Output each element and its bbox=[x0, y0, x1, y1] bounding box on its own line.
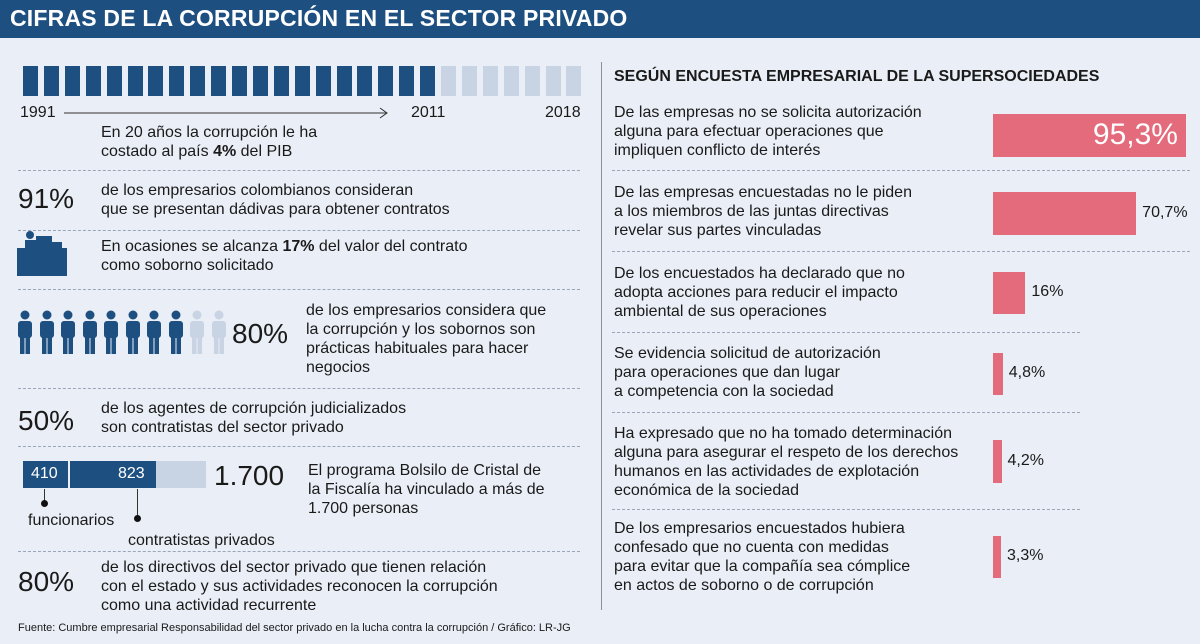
person-icon bbox=[81, 310, 99, 354]
bar bbox=[993, 353, 1003, 395]
person-icon bbox=[16, 310, 34, 354]
stat-80a-value: 80% bbox=[232, 318, 289, 349]
timeline-block bbox=[295, 66, 310, 96]
timeline-block bbox=[504, 66, 519, 96]
timeline-block bbox=[148, 66, 163, 96]
divider bbox=[612, 251, 1190, 252]
bolsillo-total: 1.700 bbox=[214, 460, 285, 491]
bar-value-label: 95,3% bbox=[1092, 118, 1178, 151]
timeline-block bbox=[316, 66, 331, 96]
bar-category-label: Se evidencia solicitud de autorización para operaciones que dan lugar a competencia con la sociedad bbox=[614, 345, 881, 400]
header-bar bbox=[0, 0, 1200, 38]
timeline-block bbox=[546, 66, 561, 96]
timeline-block bbox=[190, 66, 205, 96]
timeline-block bbox=[483, 66, 498, 96]
divider bbox=[18, 551, 580, 552]
page-title: CIFRAS DE LA CORRUPCIÓN EN EL SECTOR PRIVADO bbox=[10, 5, 628, 31]
timeline-block bbox=[566, 66, 581, 96]
chart-title: SEGÚN ENCUESTA EMPRESARIAL DE LA SUPERSOCIEDADES bbox=[614, 68, 1100, 85]
timeline-block bbox=[44, 66, 59, 96]
person-icon bbox=[210, 310, 228, 354]
person-icon bbox=[145, 310, 163, 354]
bolsillo-text: El programa Bolsilo de Cristal de la Fiscalía ha vinculado a más de 1.700 personas bbox=[308, 462, 545, 517]
divider bbox=[612, 332, 1080, 333]
bar bbox=[993, 192, 1136, 235]
bar-category-label: De los empresarios encuestados hubiera confesado que no cuenta con medidas para evitar que la compañía sea cómplice en actos de soborno o de corrupción bbox=[614, 520, 911, 594]
timeline-block bbox=[65, 66, 80, 96]
timeline-block bbox=[86, 66, 101, 96]
divider bbox=[612, 412, 1080, 413]
person-icon bbox=[102, 310, 120, 354]
bar-value-label: 70,7% bbox=[1142, 203, 1188, 221]
timeline-block bbox=[169, 66, 184, 96]
timeline-text: En 20 años la corrupción le ha costado al país 4% del PIB bbox=[101, 124, 318, 160]
timeline-block bbox=[462, 66, 477, 96]
bar bbox=[993, 440, 1002, 483]
person-icon bbox=[124, 310, 142, 354]
timeline-arrow bbox=[64, 106, 394, 120]
timeline-block bbox=[357, 66, 372, 96]
bolsillo-v2: 823 bbox=[118, 465, 145, 482]
timeline-block bbox=[211, 66, 226, 96]
column-divider bbox=[601, 62, 602, 610]
stat-91-text: de los empresarios colombianos consideran que se presentan dádivas para obtener contratos bbox=[101, 182, 450, 218]
bar bbox=[993, 536, 1001, 578]
divider bbox=[18, 170, 580, 171]
stat-91-value: 91% bbox=[18, 183, 75, 214]
divider bbox=[612, 509, 1080, 510]
bar bbox=[993, 272, 1025, 314]
stat-50-text: de los agentes de corrupción judicializados son contratistas del sector privado bbox=[101, 400, 407, 436]
stat-80b-value: 80% bbox=[18, 566, 75, 597]
timeline-block bbox=[337, 66, 352, 96]
timeline-block bbox=[232, 66, 247, 96]
person-icon bbox=[188, 310, 206, 354]
person-icon bbox=[59, 310, 77, 354]
bar-value-label: 4,2% bbox=[1007, 451, 1044, 469]
timeline-block bbox=[441, 66, 456, 96]
bolsillo-bar-divider bbox=[68, 461, 70, 488]
bolsillo-label1: funcionarios bbox=[28, 512, 115, 529]
bar-category-label: De los encuestados ha declarado que no adopta acciones para reducir el impacto ambiental de sus operaciones bbox=[614, 265, 905, 320]
timeline-block bbox=[23, 66, 38, 96]
divider bbox=[612, 170, 1190, 171]
divider bbox=[18, 289, 580, 290]
divider bbox=[18, 446, 580, 447]
stat-80a-text: de los empresarios considera que la corrupción y los sobornos son prácticas habituales para hacer negocios bbox=[306, 302, 547, 376]
bribe-text: En ocasiones se alcanza 17% del valor del contrato como soborno solicitado bbox=[101, 238, 468, 274]
source-note: Fuente: Cumbre empresarial Responsabilidad del sector privado en la lucha contra la corrupción / Gráfico: LR-JG bbox=[18, 622, 571, 634]
year-end-label: 2018 bbox=[545, 104, 581, 121]
bar-value-label: 3,3% bbox=[1007, 547, 1044, 564]
pointer-dot bbox=[134, 515, 141, 522]
person-icon bbox=[38, 310, 56, 354]
divider bbox=[18, 230, 580, 231]
bolsillo-label2: contratistas privados bbox=[128, 532, 275, 549]
bar-category-label: De las empresas encuestadas no le piden a los miembros de las juntas directivas revelar sus partes vinculadas bbox=[614, 184, 912, 239]
timeline-block bbox=[525, 66, 540, 96]
stat-50-value: 50% bbox=[18, 405, 75, 436]
year-start-label: 1991 bbox=[20, 104, 56, 121]
year-mid-label: 2011 bbox=[411, 104, 446, 121]
bar-category-label: Ha expresado que no ha tomado determinación alguna para asegurar el respeto de los derechos humanos en las actividades de explotación económica de la sociedad bbox=[614, 425, 959, 499]
office-desk-icon bbox=[16, 226, 70, 278]
timeline-block bbox=[274, 66, 289, 96]
person-icon bbox=[167, 310, 185, 354]
divider bbox=[18, 388, 580, 389]
timeline-block bbox=[378, 66, 393, 96]
stat-80b-text: de los directivos del sector privado que tienen relación con el estado y sus actividades reconocen la corrupción como una actividad recurrente bbox=[101, 559, 498, 614]
pointer-dot bbox=[41, 500, 48, 507]
timeline-block bbox=[420, 66, 435, 96]
bar-value-label: 16% bbox=[1031, 283, 1064, 300]
bar-category-label: De las empresas no se solicita autorización alguna para efectuar operaciones que impliquen conflicto de interés bbox=[614, 104, 922, 159]
timeline-block bbox=[253, 66, 268, 96]
bar-value-label: 4,8% bbox=[1008, 364, 1046, 381]
timeline-block bbox=[128, 66, 143, 96]
bolsillo-v1: 410 bbox=[31, 465, 58, 482]
timeline-block bbox=[107, 66, 122, 96]
timeline-block bbox=[399, 66, 414, 96]
